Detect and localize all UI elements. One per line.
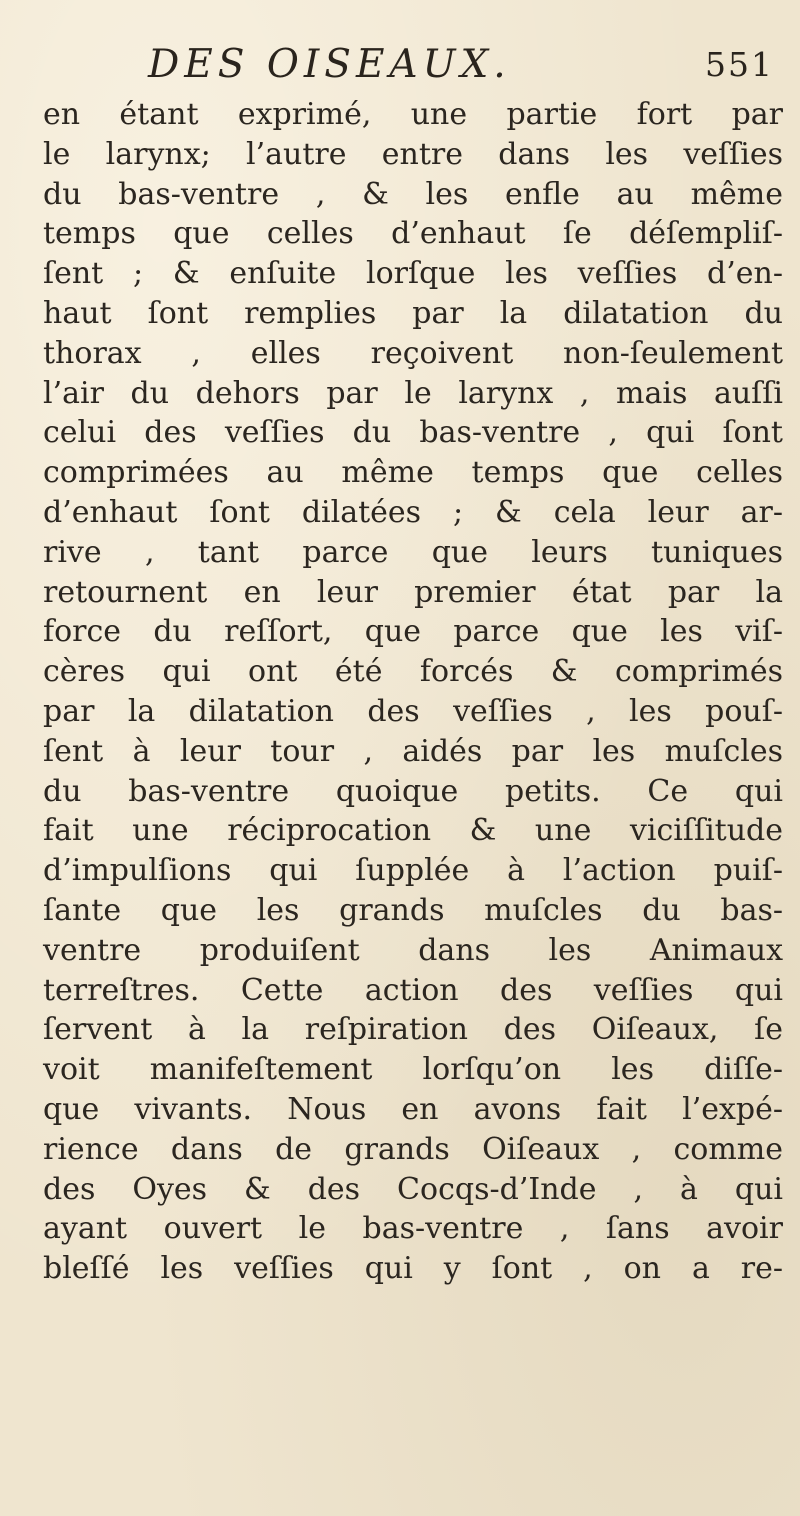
text-line: ſante que les grands muſcles du bas- [43, 892, 783, 928]
text-line: thorax , elles reçoivent non-ſeulement [43, 335, 783, 371]
text-line: comprimées au même temps que celles [43, 455, 783, 491]
text-line: bleſſé les veſſies qui y ſont , on a re- [43, 1251, 783, 1287]
text-line: d’impulſions qui ſupplée à l’action puiſ- [43, 853, 783, 889]
text-line: terreſtres. Cette action des veſſies qui [43, 972, 783, 1008]
text-line: fait une réciprocation & une viciſſitude [43, 813, 783, 849]
text-line: l’air du dehors par le larynx , mais auſſi [43, 375, 783, 411]
text-line: ventre produiſent dans les Animaux [43, 932, 783, 968]
text-line: rience dans de grands Oiſeaux , comme [43, 1131, 783, 1167]
running-head [0, 40, 800, 90]
text-line: ſent à leur tour , aidés par les muſcles [43, 733, 783, 769]
text-line: en étant exprimé, une partie fort par [43, 97, 783, 132]
page-number: 551 [705, 45, 774, 84]
text-line: le larynx; l’autre entre dans les veſſies [43, 136, 783, 172]
text-line: par la dilatation des veſſies , les pouſ- [43, 693, 783, 729]
body-text [43, 95, 783, 1289]
text-line: d’enhaut ſont dilatées ; & cela leur ar- [43, 494, 783, 530]
text-line: du bas-ventre quoique petits. Ce qui [43, 773, 783, 809]
text-line: du bas-ventre , & les enfle au même [43, 176, 783, 212]
text-line: rive , tant parce que leurs tuniques [43, 534, 783, 570]
text-line: voit manifeſtement lorſqu’on les diſſe- [43, 1052, 783, 1088]
text-line: des Oyes & des Cocqs-d’Inde , à qui [43, 1171, 783, 1207]
text-line: ſervent à la reſpiration des Oiſeaux, ſe [43, 1012, 783, 1048]
text-line: temps que celles d’enhaut ſe déſempliſ- [43, 216, 783, 252]
text-line: ſent ; & enſuite lorſque les veſſies d’en- [43, 256, 783, 292]
text-line: retournent en leur premier état par la [43, 574, 783, 610]
text-line: cères qui ont été forcés & comprimés [43, 654, 783, 690]
text-line: que vivants. Nous en avons fait l’expé- [43, 1091, 783, 1127]
running-title: DES OISEAUX. [148, 42, 511, 87]
text-line: haut ſont remplies par la dilatation du [43, 295, 783, 331]
text-line: ayant ouvert le bas-ventre , ſans avoir [43, 1211, 783, 1247]
text-line: celui des veſſies du bas-ventre , qui ſont [43, 415, 783, 451]
text-line: force du reſſort, que parce que les viſ- [43, 614, 783, 650]
